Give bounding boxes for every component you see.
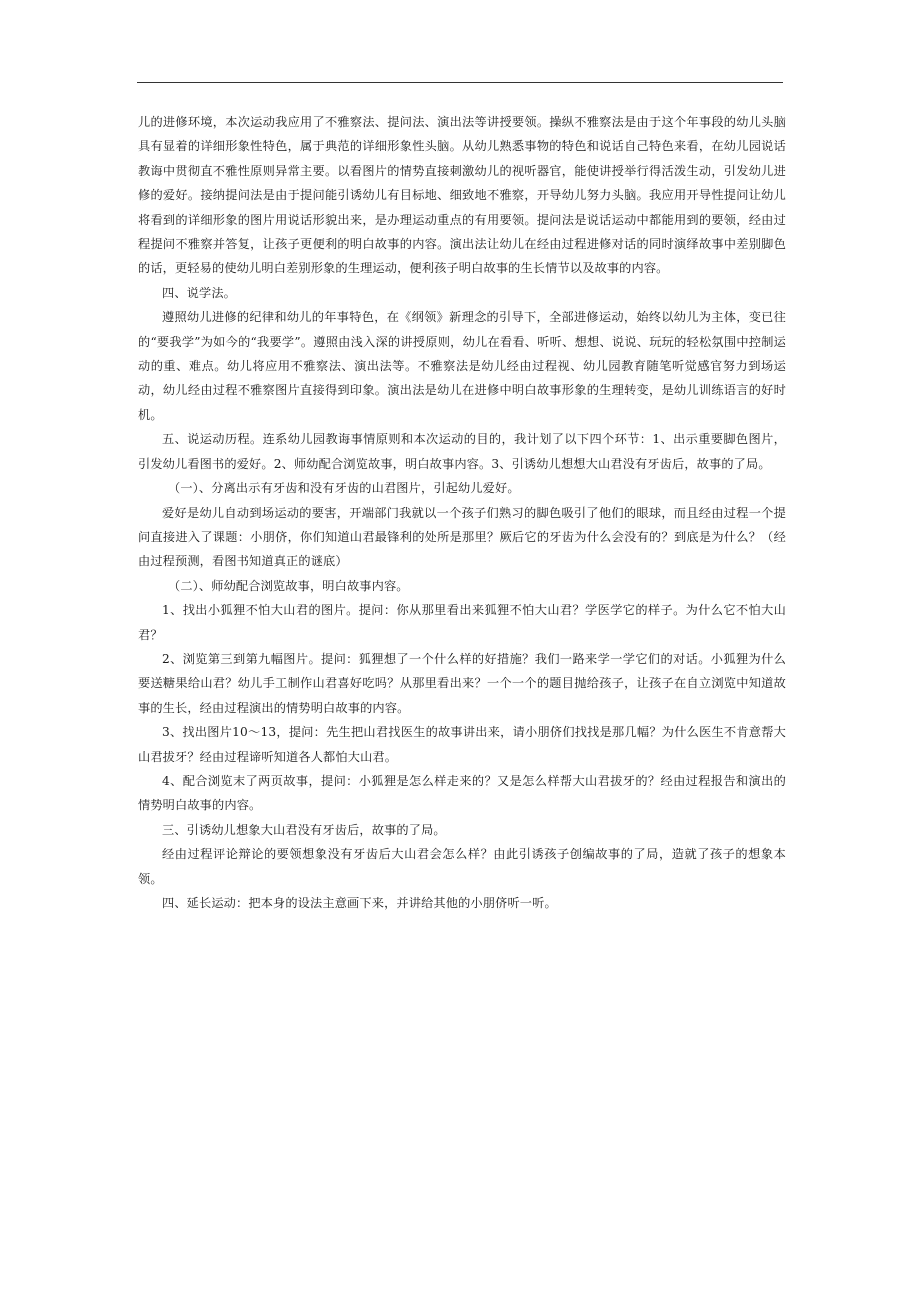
list-item-3: 3、找出图片10～13，提问：先生把山君找医生的故事讲出来，请小朋侪们找找是那几幅？为什么医生不肯意帮大山君拔牙？经由过程谛听知道各人都怕大山君。 <box>138 725 786 764</box>
list-item-2: 2、浏览第三到第九幅图片。提问：狐狸想了一个什么样的好措施？我们一路来学一学它们的对话。小狐狸为什么要送糖果给山君？幼儿手工制作山君喜好吃吗？从那里看出来？一个一个的题目抛给孩子，让孩子在自立浏览中知道故事的生长，经由过程演出的情势明白故事的内容。 <box>138 651 786 715</box>
heading-step-three: 三、引诱幼儿想象大山君没有牙齿后，故事的了局。 <box>162 822 446 837</box>
paragraph-step-three: 经由过程评论辩论的要领想象没有牙齿后大山君会怎么样？由此引诱孩子创编故事的了局，造就了孩子的想象本领。 <box>138 847 786 886</box>
paragraph-learning-methods: 遵照幼儿进修的纪律和幼儿的年事特色，在《纲领》新理念的引导下，全部进修运动，始终以幼儿为主体，变已往的“要我学”为如今的“我要学”。遵照由浅入深的讲授原则，幼儿在看看、听听、想想、说说、玩玩的轻松氛围中控制运动的重、难点。幼儿将应用不雅察法、演出法等。不雅察法是幼儿经由过程视、幼儿园教育随笔听觉感官努力到场运动，幼儿经由过程不雅察图片直接得到印象。演出法是幼儿在进修中明白故事形象的生理转变，是幼儿训练语言的好时机。 <box>138 310 786 422</box>
document-body <box>138 110 786 915</box>
heading-extension-activity: 四、延长运动：把本身的设法主意画下来，并讲给其他的小朋侪听一听。 <box>162 896 557 910</box>
subheading-step-one: （一）、分离出示有牙齿和没有牙齿的山君图片，引起幼儿爱好。 <box>168 481 520 496</box>
header-rule <box>137 82 783 83</box>
heading-learning-methods: 四、说学法。 <box>162 285 237 300</box>
paragraph-teaching-methods: 儿的进修环境，本次运动我应用了不雅察法、提问法、演出法等讲授要领。操纵不雅察法是由于这个年事段的幼儿头脑具有显着的详细形象性特色，属于典范的详细形象性头脑。从幼儿熟悉事物的特色和说话自己特色来看，在幼儿园说话教诲中贯彻直不雅性原则异常主要。以看图片的情势直接刺激幼儿的视听器官，能使讲授举行得活泼生动，引发幼儿进修的爱好。接纳提问法是由于提问能引诱幼儿有目标地、细致地不雅察，开导幼儿努力头脑。我应用开导性提问让幼儿将看到的详细形象的图片用说话形貌出来，是办理运动重点的有用要领。提问法是说话运动中都能用到的要领，经由过程提问不雅察并答复，让孩子更便利的明白故事的内容。演出法让幼儿在经由过程进修对话的同时演绎故事中差别脚色的话，更轻易的使幼儿明白差别形象的生理运动，便利孩子明白故事的生长情节以及故事的内容。 <box>138 115 786 276</box>
list-item-1: 1、找出小狐狸不怕大山君的图片。提问：你从那里看出来狐狸不怕大山君？学医学它的样子。为什么它不怕大山君？ <box>138 603 786 642</box>
paragraph-step-one: 爱好是幼儿自动到场运动的要害，开端部门我就以一个孩子们熟习的脚色吸引了他们的眼球，而且经由过程一个提问直接进入了课题：小朋侪，你们知道山君最锋利的处所是那里？厥后它的牙齿为什么会没有的？到底是为什么？（经由过程预测，看图书知道真正的谜底） <box>138 505 786 569</box>
list-item-4: 4、配合浏览末了两页故事，提问：小狐狸是怎么样走来的？又是怎么样帮大山君拔牙的？经由过程报告和演出的情势明白故事的内容。 <box>138 773 786 813</box>
subheading-step-two: （二）、师幼配合浏览故事，明白故事内容。 <box>168 578 409 593</box>
paragraph-activity-process: 五、说运动历程。连系幼儿园教诲事情原则和本次运动的目的，我计划了以下四个环节：1、出示重要脚色图片，引发幼儿看图书的爱好。2、师幼配合浏览故事，明白故事内容。3、引诱幼儿想想大山君没有牙齿后，故事的了局。 <box>138 432 786 471</box>
